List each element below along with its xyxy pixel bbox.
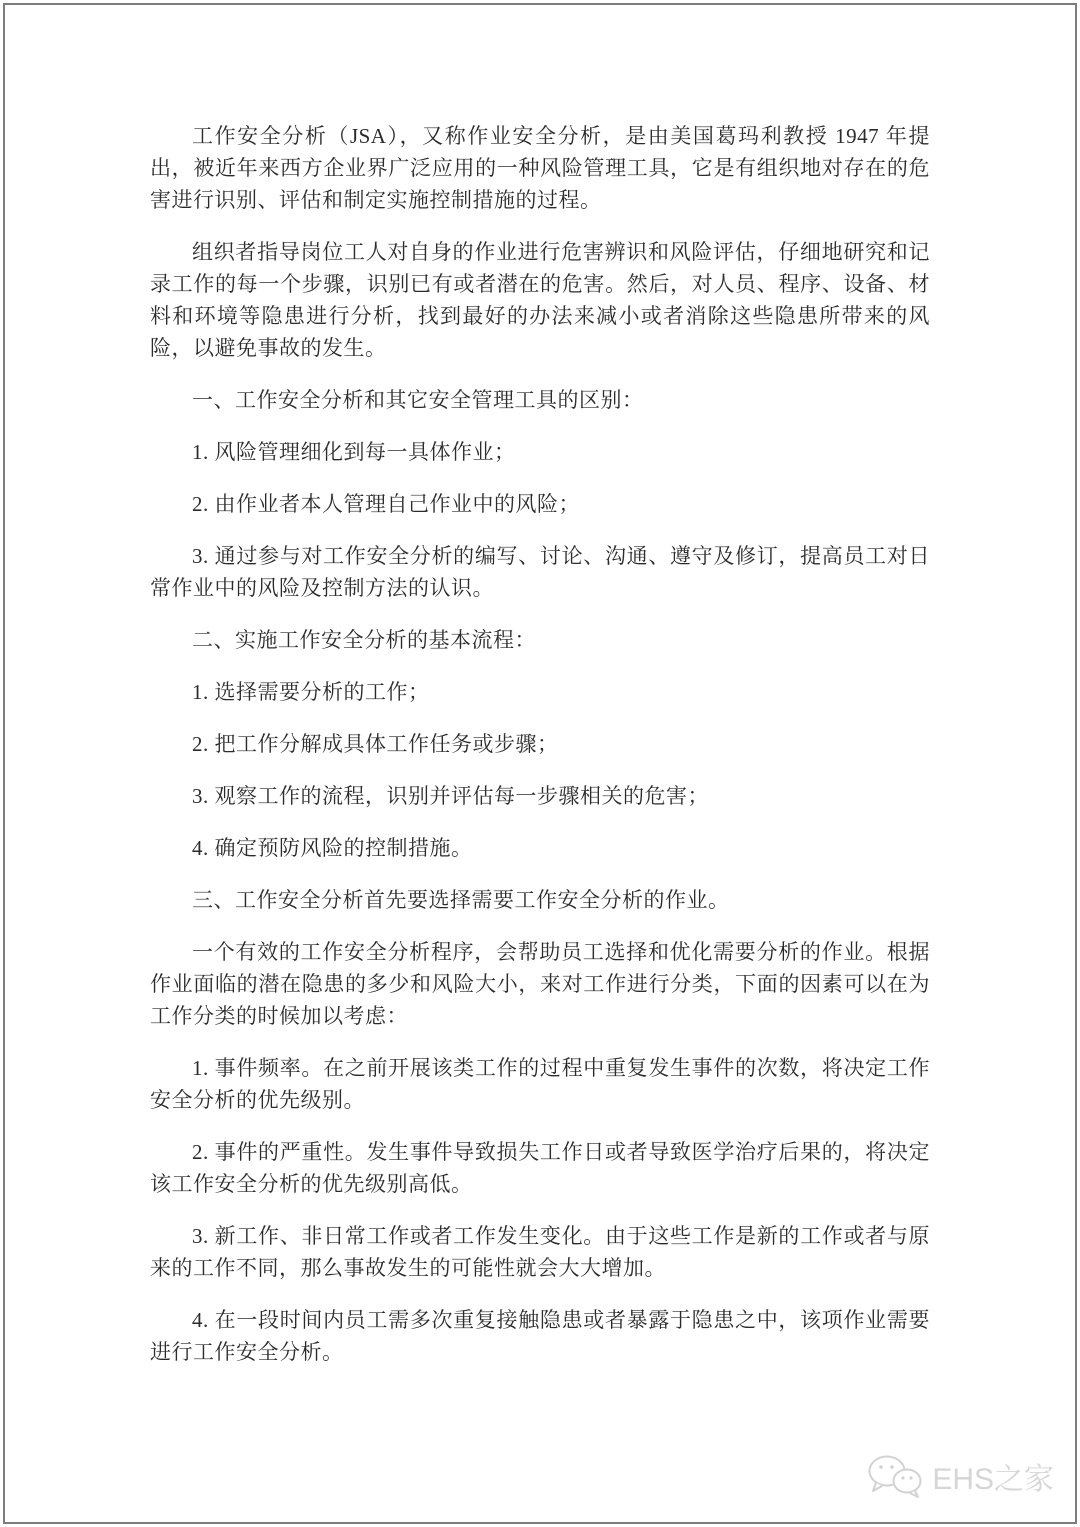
paragraph-effective-jsa: 一个有效的工作安全分析程序，会帮助员工选择和优化需要分析的作业。根据作业面临的潜在隐患的多少和风险大小，来对工作进行分类，下面的因素可以在为工作分类的时候加以考虑： [150, 940, 930, 1028]
list-item: 2. 把工作分解成具体工作任务或步骤； [192, 732, 559, 756]
list-item: 2. 由作业者本人管理自己作业中的风险； [192, 492, 580, 516]
list-item: 4. 确定预防风险的控制措施。 [192, 836, 473, 860]
section-heading-2: 二、实施工作安全分析的基本流程： [192, 628, 536, 652]
list-item: 3. 观察工作的流程，识别并评估每一步骤相关的危害； [192, 784, 709, 808]
list-item: 4. 在一段时间内员工需多次重复接触隐患或者暴露于隐患之中，该项作业需要进行工作安全分析。 [150, 1308, 930, 1364]
paragraph-intro: 工作安全分析（JSA），又称作业安全分析，是由美国葛玛利教授 1947 年提出，被近年来西方企业界广泛应用的一种风险管理工具，它是有组织地对存在的危害进行识别、评估和制定实施控制措施的过程。 [150, 124, 930, 212]
paragraph-organizer: 组织者指导岗位工人对自身的作业进行危害辨识和风险评估，仔细地研究和记录工作的每一个步骤，识别已有或者潜在的危害。然后，对人员、程序、设备、材料和环境等隐患进行分析，找到最好的办法来减小或者消除这些隐患所带来的风险，以避免事故的发生。 [150, 240, 930, 360]
document-body [150, 120, 930, 1368]
wechat-icon [866, 1453, 924, 1499]
list-item: 1. 选择需要分析的工作； [192, 680, 430, 704]
watermark [866, 1453, 1054, 1499]
list-item: 3. 通过参与对工作安全分析的编写、讨论、沟通、遵守及修订，提高员工对日常作业中的风险及控制方法的认识。 [150, 544, 930, 600]
list-item: 3. 新工作、非日常工作或者工作发生变化。由于这些工作是新的工作或者与原来的工作不同，那么事故发生的可能性就会大大增加。 [150, 1224, 930, 1280]
watermark-label: EHS之家 [932, 1463, 1054, 1496]
list-item: 1. 风险管理细化到每一具体作业； [192, 440, 516, 464]
section-heading-3: 三、工作安全分析首先要选择需要工作安全分析的作业。 [192, 888, 730, 912]
list-item: 2. 事件的严重性。发生事件导致损失工作日或者导致医学治疗后果的，将决定该工作安全分析的优先级别高低。 [150, 1140, 930, 1196]
list-item: 1. 事件频率。在之前开展该类工作的过程中重复发生事件的次数，将决定工作安全分析的优先级别。 [150, 1056, 930, 1112]
section-heading-1: 一、工作安全分析和其它安全管理工具的区别： [192, 388, 644, 412]
